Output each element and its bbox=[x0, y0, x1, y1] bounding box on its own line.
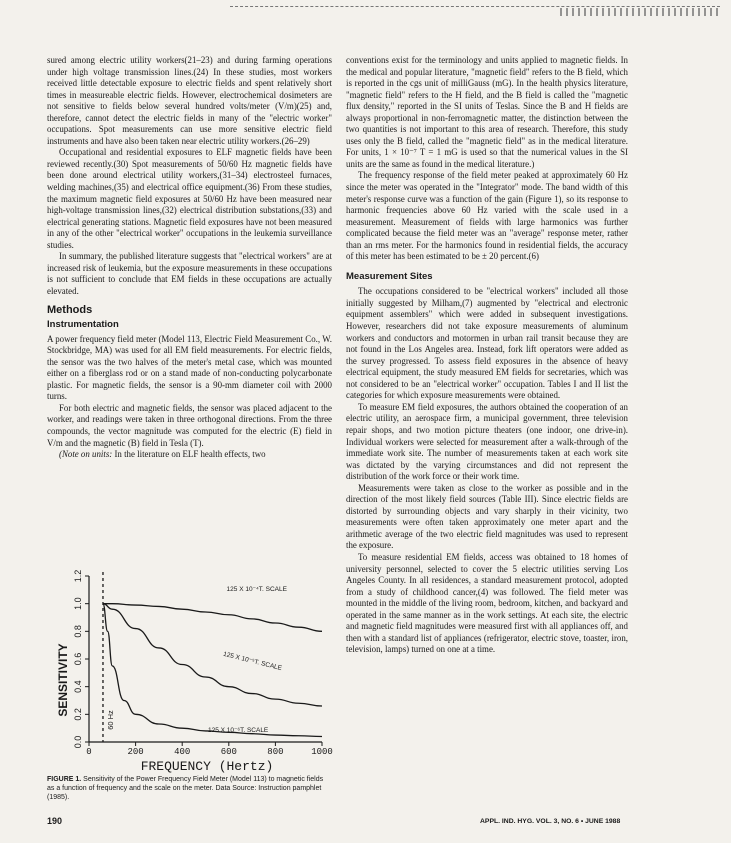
reference-line-label: 60 Hz bbox=[105, 710, 115, 730]
subsection-heading-instrumentation: Instrumentation bbox=[47, 319, 119, 331]
y-tick-label: 0.0 bbox=[73, 735, 83, 749]
y-tick-label: 0.8 bbox=[73, 625, 83, 638]
section-heading-methods: Methods bbox=[47, 304, 93, 317]
left-column bbox=[47, 55, 332, 461]
paragraph: conventions exist for the terminology and units applied to magnetic fields. In the medical and popular literature, "magnetic field" refers to the B field, which is reported in the cgs unit of milliGauss (mG). In the health physics literature, "magnetic field" refers to the H field, and the B field is called the "magnetic flux density," reported in the SI units of Teslas. Since the B and H fields are always proportional in non-ferromagnetic matter, the distinction between the two quantities is not important to this area of research. Therefore, this study uses only the B field, called the "magnetic field" as in the medical literature. For units, 1 × 10⁻⁷ T = 1 mG is used so that the numerical values in the SI units are the same as found in the medical literature.) bbox=[346, 55, 628, 169]
paragraph: The occupations considered to be "electrical workers" included all those initially suggested by Milham,(7) augmented by "electrical and electronic equipment assemblers" which were added in subsequent investigations. However, researchers did not take exposure measurements of aluminum workers and conductors and motormen in urban rail transit because they are not found in the Los Angeles area. Instead, fork lift operators were added as the survey progressed. To assess field exposures in the absence of heavy electrical equipment, the study measured EM fields for secretaries, which was not considered to be an "electrical worker" occupation. Tables I and II list the categories for which exposure measurements were obtained. bbox=[346, 286, 628, 401]
caption-text: Sensitivity of the Power Frequency Field Meter (Model 113) to magnetic fields as a function of frequency and the scale on the meter. Data Source: Instruction pamphlet (1985). bbox=[47, 776, 324, 801]
series-label: 125 X 10⁻⁴T. SCALE bbox=[226, 585, 287, 593]
x-tick-label: 800 bbox=[267, 747, 284, 757]
series-line bbox=[103, 604, 322, 632]
paragraph: To measure EM field exposures, the authors obtained the cooperation of an electric utility, an aerospace firm, a municipal government, three television repair shops, and two motion picture theaters (one indoor, one drive-in). Individual workers were selected for measurement after a walk-through of the immediate work site. The number of measurements taken at each work site was dictated by the varying circumstances and did not represent the distribution of the work force or their work time. bbox=[346, 401, 628, 482]
section-heading-measurement-sites: Measurement Sites bbox=[346, 270, 433, 282]
y-tick-label: 0.6 bbox=[73, 652, 83, 666]
x-tick-label: 600 bbox=[220, 747, 237, 757]
note-label: (Note on units: bbox=[59, 449, 113, 460]
paragraph: A power frequency field meter (Model 113, Electric Field Measurement Co., W. Stockbridge, MA) was used for all EM field measurements. For electric fields, the sensor was the two halves of the meter's metal case, which was mounted either on a fiberglass rod or on a stand made of non-conducting polycarbonate plastic. For magnetic fields, the sensor is a 90-mm diameter coil with 2000 turns. bbox=[47, 333, 332, 402]
x-tick-label: 200 bbox=[127, 747, 144, 757]
x-tick-label: 1000 bbox=[311, 747, 333, 757]
right-column bbox=[346, 55, 628, 656]
page-number: 190 bbox=[47, 816, 63, 826]
x-axis-label: FREQUENCY (Hertz) bbox=[140, 759, 274, 774]
series-line bbox=[103, 604, 322, 737]
x-tick-label: 400 bbox=[174, 747, 191, 757]
paragraph: For both electric and magnetic fields, the sensor was placed adjacent to the worker, and readings were taken in three orthogonal directions. From the three compounds, the vector magnitude was computed for the electric (E) field in V/m and the magnetic (B) field in Tesla (T). bbox=[47, 402, 332, 448]
caption-label: FIGURE 1. bbox=[47, 776, 82, 783]
paragraph: The frequency response of the field meter peaked at approximately 60 Hz since the meter was operated in the "Integrator" mode. The band width of this meter's response curve was a function of the gain (Figure 1), so its response to harmonic frequencies above 60 Hz varied with the scale used in a measurement. Measurement of fields with large harmonics was further complicated because the field meter was an "average" response meter, rather than an rms meter. For the harmonics found in residential fields, the accuracy of this meter has been estimated to be ± 20 percent.(6) bbox=[346, 170, 628, 262]
paragraph: Occupational and residential exposures to ELF magnetic fields have been reviewed recently.(30) Spot measurements of 50/60 Hz magnetic fields have been done around electrical utility workers,(31–34) electrosteel furnaces, welding machines,(35) and electrical office equipment.(36) From these studies, the maximum magnetic field exposures at 50/60 Hz have been measured near high-voltage transmission lines,(32) electrical distribution substations,(33) and electrical generating stations. Magnetic field exposures have not been measured in any of the other "electrical worker" occupations in the leukemia surveillance studies. bbox=[47, 147, 332, 250]
paragraph bbox=[47, 449, 332, 461]
y-tick-label: 1.0 bbox=[73, 597, 83, 610]
note-text: In the literature on ELF health effects, two bbox=[112, 449, 266, 460]
figure-caption bbox=[47, 775, 332, 802]
paragraph: Measurements were taken as close to the worker as possible and in the direction of the most likely field sources (Table III). Since electric fields are distorted by surrounding objects and vary sharply in their vicinity, two measurements were often taken approximately one meter apart and the arithmetic average of the two electric field magnitudes was used to represent the exposure. bbox=[346, 482, 628, 551]
paragraph: sured among electric utility workers(21–23) and during farming operations under high voltage transmission lines.(24) In these studies, most workers received little detectable exposure to electric fields and spent relatively short times in measureable electric fields. However, electrochemical dosimeters are not sensitive to fields below several hundred volts/meter (V/m)(25) and, therefore, cannot detect the electric fields in many of the "electric worker" occupations. Spot measurements can use more sensitive electric field instruments and have also been taken near electric utility workers.(26–29) bbox=[47, 55, 332, 146]
series-label: 125 X 10⁻⁶T. SCALE bbox=[207, 727, 269, 735]
series-line bbox=[103, 604, 322, 706]
series-label: 125 X 10⁻⁵T. SCALE bbox=[222, 650, 283, 673]
y-axis-label: SENSITIVITY bbox=[56, 643, 70, 717]
paragraph: To measure residential EM fields, access was obtained to 18 homes of university personnel, selected to cover the 5 electric utilities serving Los Angeles County. In all residences, a standard measurement protocol, adopted from a study of childhood cancer,(4) was followed. The field meter was mounted in the middle of the living room, bedroom, kitchen, and backyard and operated in the same manner as in the work settings. At each site, the electric and magnetic field magnitudes were measured first with all appliances off, and then with a standard list of appliances (refrigerator, electric stove, toaster, iron, television, lamps) turned on one at a time. bbox=[346, 551, 628, 655]
y-tick-label: 0.2 bbox=[73, 708, 83, 721]
y-tick-label: 0.4 bbox=[73, 680, 83, 693]
top-scan-dots bbox=[560, 8, 720, 16]
x-tick-label: 0 bbox=[86, 747, 92, 757]
sensitivity-chart bbox=[47, 562, 337, 777]
journal-citation: APPL. IND. HYG. VOL. 3, NO. 6 • JUNE 1988 bbox=[480, 818, 621, 825]
y-tick-label: 1.2 bbox=[73, 569, 83, 583]
paragraph: In summary, the published literature suggests that "electrical workers" are at increased risk of leukemia, but the exposure measurements in these occupations is not sufficient to conclude that EM fields in these occupations are actually elevated. bbox=[47, 251, 332, 296]
